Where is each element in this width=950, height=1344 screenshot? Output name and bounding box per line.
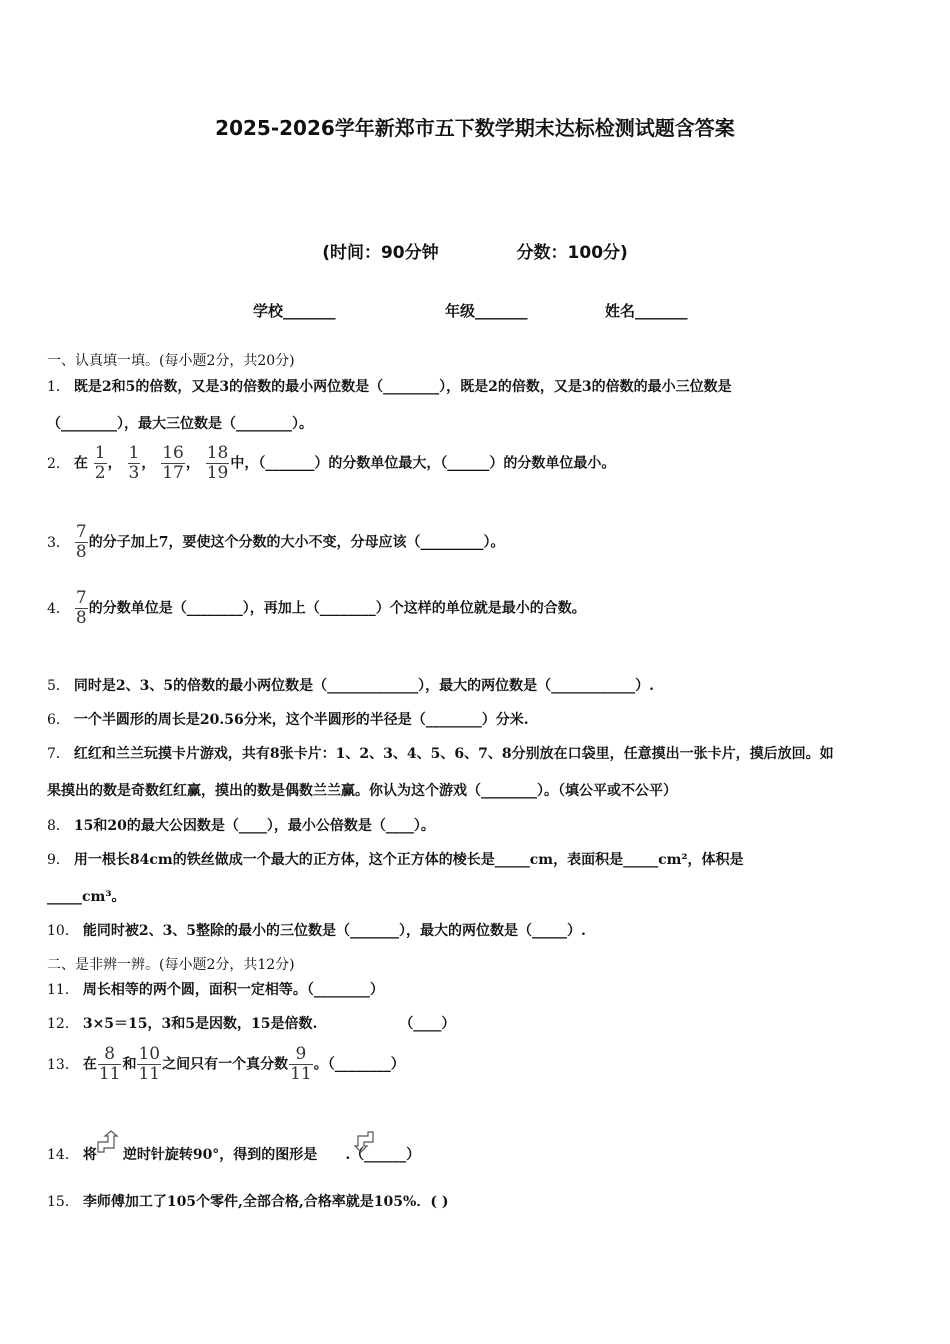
question-number: 8． (47, 818, 70, 834)
question-4 (47, 589, 586, 628)
numerator: 1 (94, 443, 106, 463)
question-number: 7． (47, 746, 70, 762)
fraction-7-8 (75, 589, 88, 628)
question-text: 用一根长84cm的铁丝做成一个最大的正方体，这个正方体的棱长是_____cm，表面积是_____cm²，体积是 (73, 852, 744, 868)
question-number: 13． (47, 1056, 79, 1073)
question-number: 11． (47, 982, 79, 998)
school-field: 学校_______ (253, 302, 336, 320)
question-9-line-2: _____cm³。 (47, 889, 126, 905)
question-text: 同时是2、3、5的倍数的最小两位数是（_____________），最大的两位数是（____________）. (73, 678, 655, 694)
name-field: 姓名_______ (605, 302, 688, 320)
question-text: 逆时针旋转90°，得到的图形是 (122, 1147, 318, 1163)
denominator: 17 (162, 463, 184, 483)
question-text: 15和20的最大公因数是（____），最小公倍数是（____）。 (73, 818, 435, 834)
question-text: 一个半圆形的周长是20.56分米，这个半圆形的半径是（________）分米. (73, 712, 529, 728)
question-number: 1． (47, 379, 70, 395)
question-3 (47, 523, 505, 562)
section-2-heading: 二、是非辨一辨。(每小题2分，共12分) (47, 957, 295, 973)
question-number: 12． (47, 1016, 79, 1032)
answer-blank: （____） (399, 1016, 456, 1032)
question-1-line-2: （________），最大三位数是（________）。 (47, 416, 313, 432)
denominator: 2 (94, 463, 106, 483)
question-text: 的分数单位是（________），再加上（________）个这样的单位就是最小的合数。 (88, 600, 586, 617)
question-number: 15． (47, 1194, 79, 1210)
question-text: 能同时被2、3、5整除的最小的三位数是（_______），最大的两位数是（_____）. (82, 923, 586, 939)
question-text: 。（________） (313, 1056, 405, 1073)
fraction-8-11 (98, 1045, 122, 1084)
section-1-heading: 一、认真填一填。(每小题2分，共20分) (47, 353, 295, 369)
question-number: 4． (47, 600, 70, 617)
question-text: 和 (122, 1056, 137, 1073)
question-number: 6． (47, 712, 70, 728)
question-6 (47, 709, 529, 729)
exam-score: 分数：100分) (516, 243, 628, 263)
numerator: 8 (104, 1044, 116, 1064)
original-shape-figure (96, 1130, 124, 1154)
numerator: 1 (128, 443, 140, 463)
question-number: 3． (47, 534, 70, 551)
fraction-18-19 (206, 444, 230, 483)
numerator: 18 (206, 443, 229, 463)
denominator: 19 (206, 463, 229, 483)
fraction-1-3 (128, 444, 141, 483)
denominator: 11 (138, 1064, 161, 1084)
question-number: 9． (47, 852, 70, 868)
numerator: 9 (295, 1044, 307, 1064)
question-number: 10． (47, 923, 79, 939)
question-text: 周长相等的两个圆，面积一定相等。（________） (82, 982, 384, 998)
question-5 (47, 675, 654, 695)
fraction-9-11 (289, 1045, 313, 1084)
question-12 (47, 1013, 455, 1033)
fraction-10-11 (137, 1045, 161, 1084)
question-11 (47, 979, 384, 999)
question-7-line-1 (47, 743, 834, 763)
fraction-16-17 (161, 444, 185, 483)
question-text: 李师傅加工了105个零件,全部合格,合格率就是105%．( ) (82, 1194, 449, 1210)
denominator: 11 (98, 1064, 121, 1084)
question-number: 2． (47, 455, 70, 472)
separator: ， (141, 455, 156, 472)
separator: ， (185, 455, 200, 472)
question-text: 将 (82, 1147, 97, 1163)
grade-field: 年级_______ (445, 302, 528, 320)
question-number: 5． (47, 678, 70, 694)
numerator: 7 (75, 522, 87, 542)
numerator: 7 (75, 588, 87, 608)
numerator: 10 (138, 1044, 161, 1064)
denominator: 11 (290, 1064, 312, 1084)
question-15 (47, 1191, 448, 1211)
question-text: 在 (82, 1056, 97, 1073)
question-2 (47, 444, 615, 483)
denominator: 8 (75, 608, 87, 628)
question-7-line-2: 果摸出的数是奇数红红赢，摸出的数是偶数兰兰赢。你认为这个游戏（________）。（填公平或不公平） (47, 783, 677, 799)
question-text: .（______） (345, 1147, 421, 1163)
question-text: 的分子加上7，要使这个分数的大小不变，分母应该（_________）。 (88, 534, 505, 551)
fraction-7-8 (75, 523, 88, 562)
fraction-1-2 (94, 444, 107, 483)
numerator: 16 (162, 443, 184, 463)
exam-time: (时间：90分钟 (322, 243, 439, 263)
denominator: 3 (128, 463, 140, 483)
question-10 (47, 920, 586, 940)
exam-subtitle (0, 238, 950, 263)
question-text: 3×5＝15，3和5是因数，15是倍数. (82, 1016, 318, 1032)
question-text: 中，（_______）的分数单位最大，（______）的分数单位最小。 (230, 455, 616, 472)
question-8 (47, 815, 435, 835)
question-text: 之间只有一个真分数 (162, 1056, 289, 1073)
question-text: 红红和兰兰玩摸卡片游戏，共有8张卡片：1、2、3、4、5、6、7、8分别放在口袋里，任意摸出一张卡片，摸后放回。如 (73, 746, 834, 762)
page-title: 2025-2026学年新郑市五下数学期末达标检测试题含答案 (215, 116, 735, 140)
question-13 (47, 1045, 405, 1084)
question-1-line-1 (47, 376, 732, 396)
question-number: 14． (47, 1147, 79, 1163)
question-text: 在 (73, 455, 88, 472)
question-9-line-1 (47, 849, 744, 869)
separator: ， (107, 455, 122, 472)
rotated-shape-figure (350, 1130, 376, 1154)
denominator: 8 (75, 542, 87, 562)
question-text: 既是2和5的倍数，又是3的倍数的最小两位数是（________），既是2的倍数，又是3的倍数的最小三位数是 (73, 379, 732, 395)
